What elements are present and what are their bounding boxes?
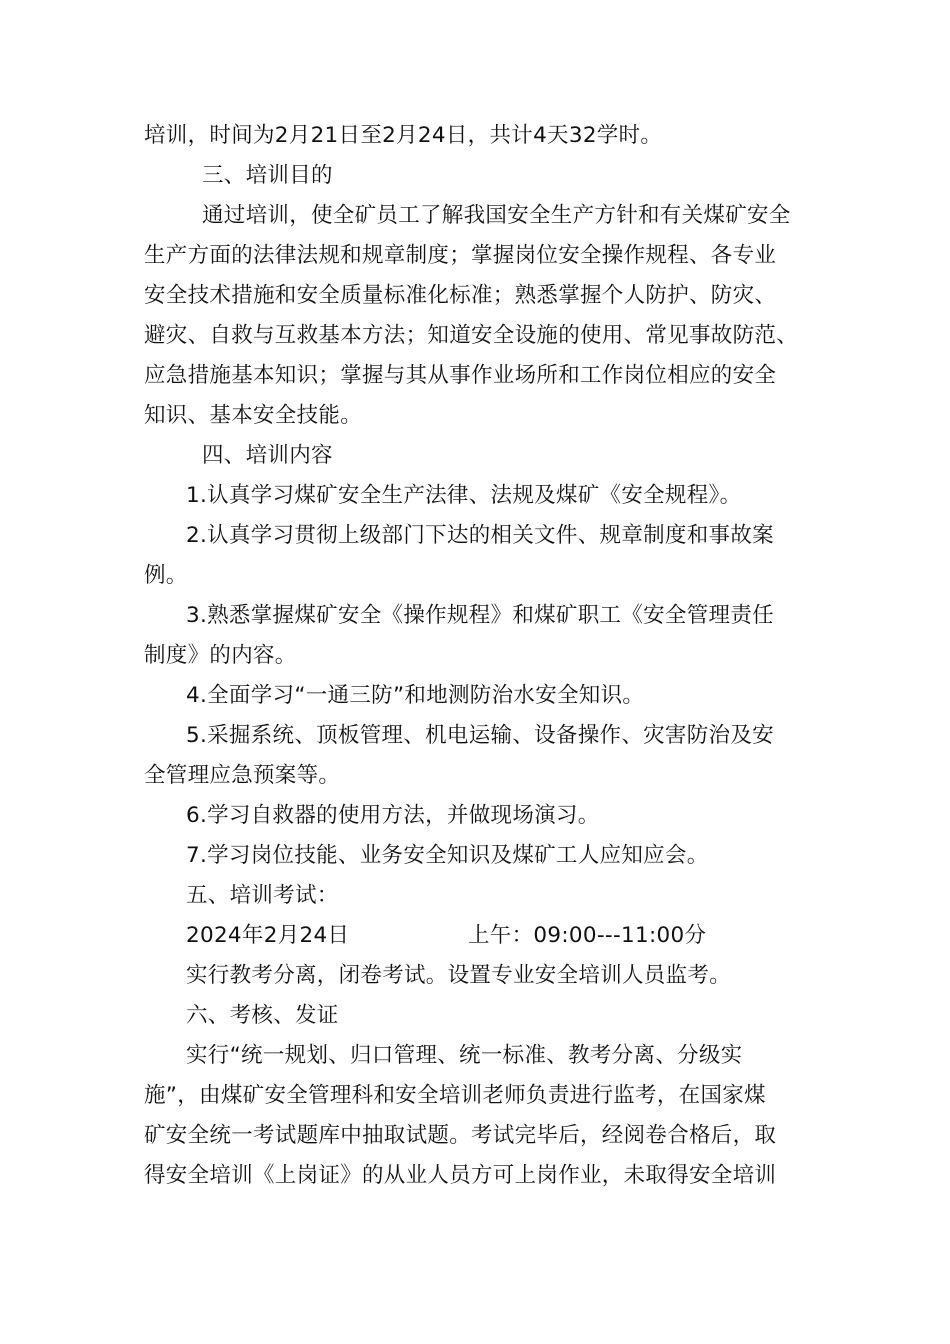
text-line: 避灾、自救与互救基本方法；知道安全设施的使用、常见事故防范、 [144,323,799,348]
list-item: 1.认真学习煤矿安全生产法律、法规及煤矿《安全规程》。 [186,483,742,508]
list-item: 2.认真学习贯彻上级部门下达的相关文件、规章制度和事故案 [186,523,774,548]
list-item: 4.全面学习“一通三防”和地测防治水安全知识。 [186,683,645,708]
list-item: 7.学习岗位技能、业务安全知识及煤矿工人应知应会。 [186,843,709,868]
text-line: 实行教考分离，闭卷考试。设置专业安全培训人员监考。 [186,963,732,988]
text-line: 知识、基本安全技能。 [144,403,363,428]
text-line: 安全技术措施和安全质量标准化标准；熟悉掌握个人防护、防灾、 [144,283,777,308]
section-heading-3: 三、培训目的 [202,163,333,188]
exam-time: 上午：09:00---11:00分 [468,923,707,948]
list-item: 3.熟悉掌握煤矿安全《操作规程》和煤矿职工《安全管理责任 [186,603,774,628]
text-line: 应急措施基本知识；掌握与其从事作业场所和工作岗位相应的安全 [144,363,777,388]
exam-date: 2024年2月24日 [186,923,350,948]
list-item: 6.学习自救器的使用方法，并做现场演习。 [186,803,600,828]
section-heading-4: 四、培训内容 [202,443,333,468]
text-line: 全管理应急预案等。 [144,763,341,788]
section-heading-5: 五、培训考试： [186,883,339,908]
text-line: 矿安全统一考试题库中抽取试题。考试完毕后，经阅卷合格后，取 [144,1123,777,1148]
list-item: 5.采掘系统、顶板管理、机电运输、设备操作、灾害防治及安 [186,723,774,748]
text-line: 制度》的内容。 [144,643,297,668]
text-line: 得安全培训《上岗证》的从业人员方可上岗作业，未取得安全培训 [144,1163,777,1188]
text-line: 通过培训，使全矿员工了解我国安全生产方针和有关煤矿安全 [202,203,791,228]
section-heading-6: 六、考核、发证 [186,1003,339,1028]
text-line: 施”，由煤矿安全管理科和安全培训老师负责进行监考，在国家煤 [144,1083,766,1108]
text-line: 生产方面的法律法规和规章制度；掌握岗位安全操作规程、各专业 [144,243,777,268]
text-line: 例。 [144,563,188,588]
text-line: 培训，时间为2月21日至2月24日，共计4天32学时。 [144,123,663,148]
text-line: 实行“统一规划、归口管理、统一标准、教考分离、分级实 [186,1043,743,1068]
